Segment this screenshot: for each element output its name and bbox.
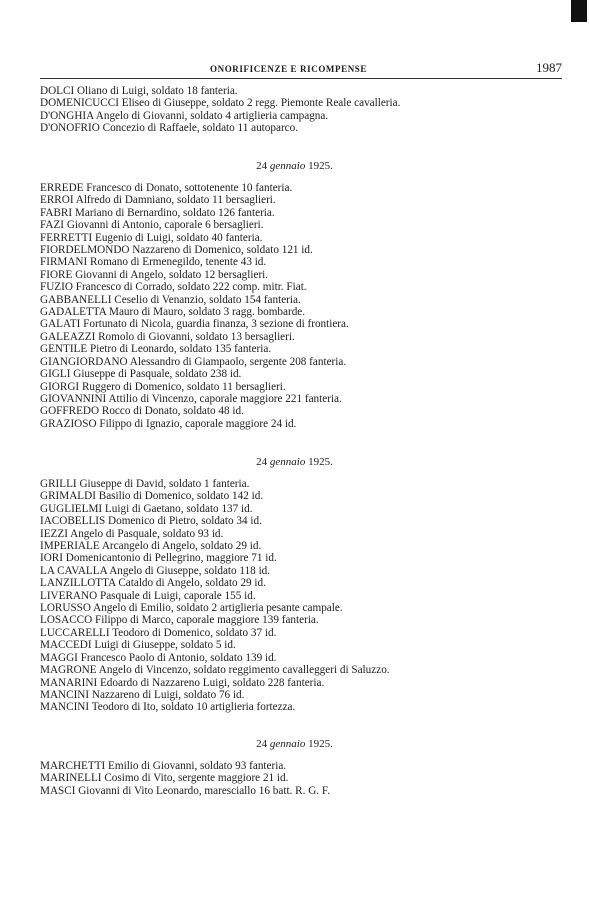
list-item: MANCINI Nazzareno di Luigi, soldato 76 id. — [40, 688, 245, 701]
section-date-heading — [0, 160, 589, 172]
list-item: FIORE Giovanni di Angelo, soldato 12 bersaglieri. — [40, 268, 269, 281]
running-header — [40, 62, 562, 79]
date-month: gennaio — [269, 160, 306, 172]
list-item: MASCI Giovanni di Vito Leonardo, maresciallo 16 batt. R. G. F. — [40, 784, 330, 797]
page-number: 1987 — [536, 60, 562, 75]
list-item: IACOBELLIS Domenico di Pietro, soldato 34 id. — [40, 515, 262, 528]
list-item: LORUSSO Angelo di Emilio, soldato 2 artiglieria pesante campale. — [40, 602, 343, 615]
list-item: GUGLIELMI Luigi di Gaetano, soldato 137 id. — [40, 502, 253, 515]
list-item: IMPERIALE Arcangelo di Angelo, soldato 29 id. — [40, 540, 262, 553]
list-item: GIGLI Giuseppe di Pasquale, soldato 238 id. — [40, 368, 242, 381]
list-item: LANZILLOTTA Cataldo di Angelo, soldato 29 id. — [40, 577, 266, 590]
entry-list-section-3 — [40, 478, 570, 714]
date-day: 24 — [256, 456, 268, 468]
list-item: ERROI Alfredo di Damniano, soldato 11 bersaglieri. — [40, 194, 276, 207]
list-item: MACCEDI Luigi di Giuseppe, soldato 5 id. — [40, 639, 236, 652]
list-item: FUZIO Francesco di Corrado, soldato 222 comp. mitr. Fiat. — [40, 281, 307, 294]
date-year: 1925. — [308, 456, 333, 468]
entry-list-section-2 — [40, 182, 570, 430]
list-item: MANCINI Teodoro di Ito, soldato 10 artiglieria fortezza. — [40, 701, 296, 714]
list-item: FAZI Giovanni di Antonio, caporale 6 bersaglieri. — [40, 219, 264, 232]
list-item: LIVERANO Pasquale di Luigi, caporale 155 id. — [40, 589, 256, 602]
date-month: gennaio — [269, 738, 306, 750]
list-item: DOMENICUCCI Eliseo di Giuseppe, soldato 2 regg. Piemonte Reale cavalleria. — [40, 97, 401, 110]
list-item: GENTILE Pietro di Leonardo, soldato 135 fanteria. — [40, 343, 272, 356]
list-item: MANARINI Edoardo di Nazzareno Luigi, soldato 228 fanteria. — [40, 676, 325, 689]
list-item: LUCCARELLI Teodoro di Domenico, soldato 37 id. — [40, 626, 277, 639]
list-item: MARINELLI Cosimo di Vito, sergente maggiore 21 id. — [40, 772, 289, 785]
list-item: FIRMANI Romano di Ermenegildo, tenente 43 id. — [40, 256, 267, 269]
list-item: GIANGIORDANO Alessandro di Giampaolo, sergente 208 fanteria. — [40, 355, 347, 368]
list-item: GALATI Fortunato di Nicola, guardia finanza, 3 sezione di frontiera. — [40, 318, 349, 331]
list-item: LOSACCO Filippo di Marco, caporale maggiore 139 fanteria. — [40, 614, 319, 627]
list-item: GIOVANNINI Attilio di Vincenzo, caporale maggiore 221 fanteria. — [40, 392, 342, 405]
section-date-heading — [0, 738, 589, 750]
entry-list-section-4 — [40, 760, 570, 797]
list-item: DOLCI Oliano di Luigi, soldato 18 fanteria. — [40, 85, 238, 97]
date-year: 1925. — [308, 738, 333, 750]
list-item: GOFFREDO Rocco di Donato, soldato 48 id. — [40, 405, 244, 418]
entry-list-section-1 — [40, 85, 570, 135]
list-item: D'ONGHIA Angelo di Giovanni, soldato 4 artiglieria campagna. — [40, 109, 329, 122]
header-title: ONORIFICENZE E RICOMPENSE — [210, 64, 368, 74]
date-year: 1925. — [308, 160, 333, 172]
list-item: ERREDE Francesco di Donato, sottotenente 10 fanteria. — [40, 182, 293, 194]
list-item: GABBANELLI Ceselio di Venanzio, soldato 154 fanteria. — [40, 293, 301, 306]
list-item: IEZZI Angelo di Pasquale, soldato 93 id. — [40, 527, 224, 540]
list-item: GIORGI Ruggero di Domenico, soldato 11 bersaglieri. — [40, 380, 286, 393]
page-corner-mark — [571, 0, 587, 22]
list-item: MAGRONE Angelo di Vincenzo, soldato reggimento cavalleggeri di Saluzzo. — [40, 664, 390, 677]
list-item: IORI Domenicantonio di Pellegrino, maggiore 71 id. — [40, 552, 277, 565]
list-item: FABRI Mariano di Bernardino, soldato 126 fanteria. — [40, 206, 275, 219]
list-item: MARCHETTI Emilio di Giovanni, soldato 93 fanteria. — [40, 760, 287, 772]
list-item: GRIMALDI Basilio di Domenico, soldato 142 id. — [40, 490, 264, 503]
list-item: LA CAVALLA Angelo di Giuseppe, soldato 118 id. — [40, 564, 271, 577]
list-item: MAGGI Francesco Paolo di Antonio, soldato 139 id. — [40, 651, 277, 664]
date-month: gennaio — [269, 456, 306, 468]
list-item: FERRETTI Eugenio di Luigi, soldato 40 fanteria. — [40, 231, 263, 244]
date-day: 24 — [256, 160, 268, 172]
list-item: GADALETTA Mauro di Mauro, soldato 3 ragg. bombarde. — [40, 306, 306, 319]
list-item: GRAZIOSO Filippo di Ignazio, caporale maggiore 24 id. — [40, 417, 297, 430]
section-date-heading — [0, 456, 589, 468]
list-item: D'ONOFRIO Concezio di Raffaele, soldato 11 autoparco. — [40, 122, 299, 135]
list-item: GALEAZZI Romolo di Giovanni, soldato 13 bersaglieri. — [40, 330, 295, 343]
list-item: GRILLI Giuseppe di David, soldato 1 fanteria. — [40, 478, 250, 490]
list-item: FIORDELMONDO Nazzareno di Domenico, soldato 121 id. — [40, 244, 313, 257]
date-day: 24 — [256, 738, 268, 750]
